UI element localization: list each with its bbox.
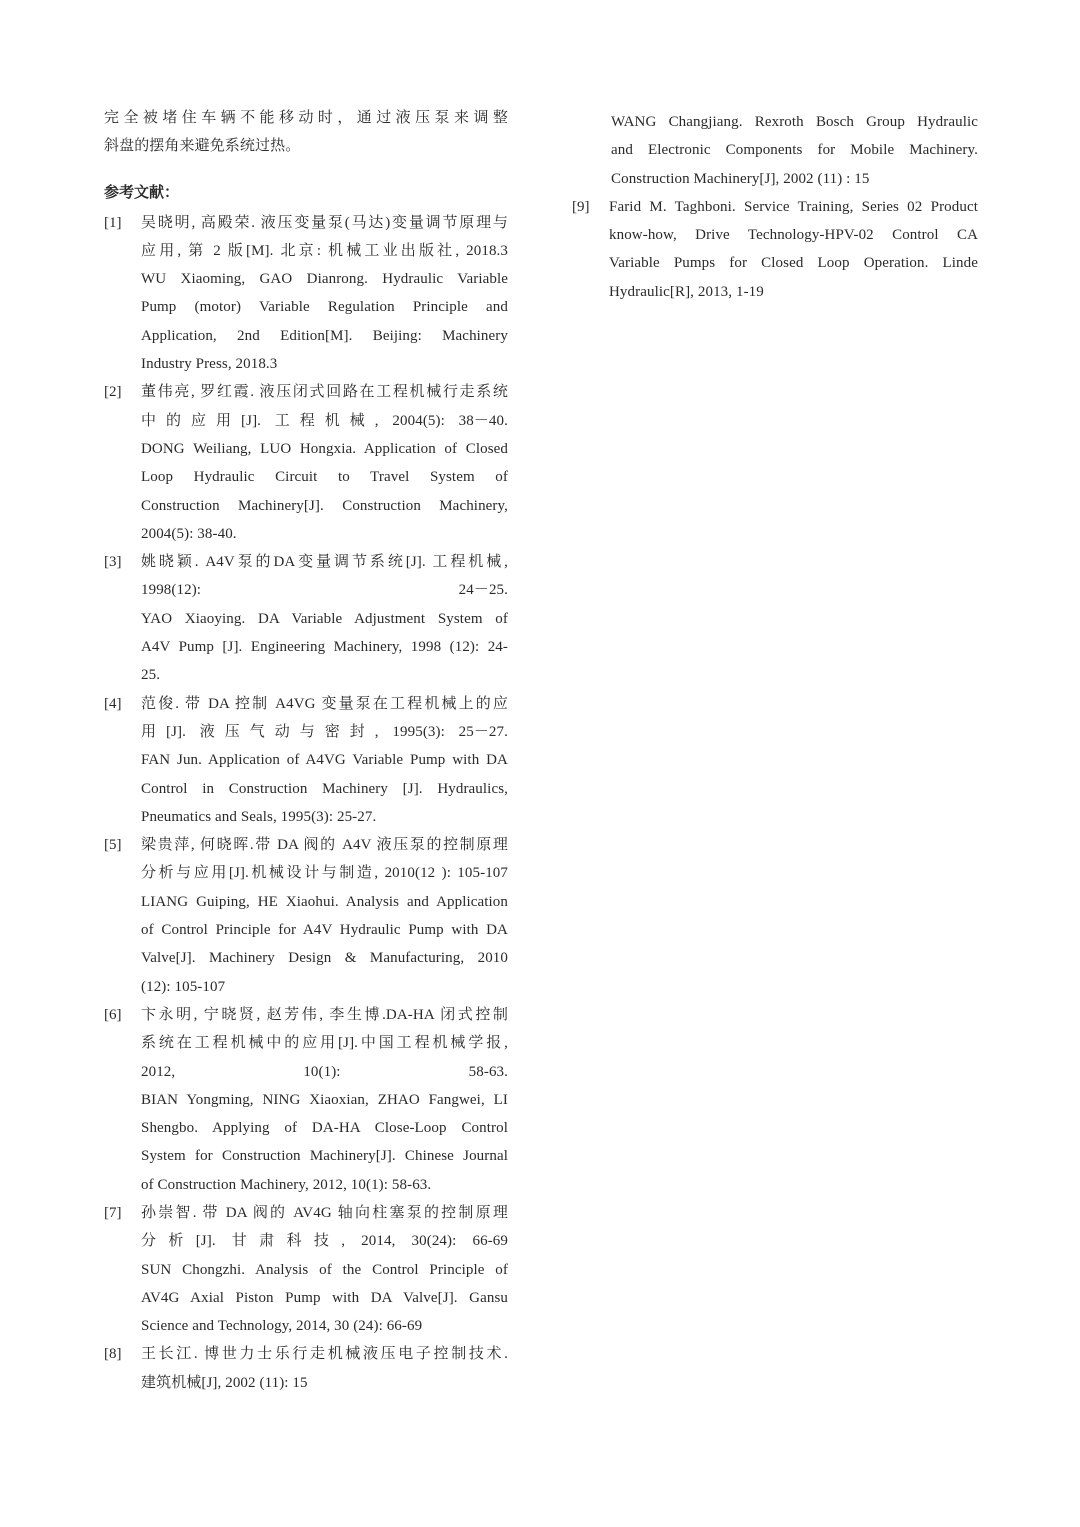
intro-line: 完全被堵住车辆不能移动时，通过液压泵来调整 <box>104 110 508 126</box>
reference-line: Pneumatics and Seals, 1995(3): 25-27. <box>141 808 377 825</box>
reference-item <box>572 193 978 306</box>
reference-line: AV4G Axial Piston Pump with DA Valve[J]. Gansu <box>141 1289 508 1306</box>
reference-number: [9] <box>572 198 590 215</box>
reference-line: SUN Chongzhi. Analysis of the Control Principle of <box>141 1261 508 1278</box>
reference-line: 用[J]. 液压气动与密封, 1995(3): 25－27. <box>141 723 508 740</box>
reference-item <box>104 690 508 831</box>
reference-line: Valve[J]. Machinery Design & Manufacturing, 2010 <box>141 950 508 967</box>
reference-line: 应用, 第 2 版[M]. 北京: 机械工业出版社, 2018.3 <box>141 242 508 259</box>
references-heading: 参考文献： <box>104 184 180 201</box>
reference-line: WU Xiaoming, GAO Dianrong. Hydraulic Variable <box>141 271 508 288</box>
reference-line: 孙崇智. 带 DA 阀的 AV4G 轴向柱塞泵的控制原理 <box>141 1204 508 1221</box>
reference-line: 姚晓颖. A4V泵的DA变量调节系统[J]. 工程机械, <box>141 554 508 571</box>
reference-line: Construction Machinery[J]. Construction Machinery, <box>141 497 508 514</box>
reference-line: Farid M. Taghboni. Service Training, Series 02 Product <box>609 198 978 215</box>
reference-line: LIANG Guiping, HE Xiaohui. Analysis and Application <box>141 893 508 910</box>
reference-list-continued <box>572 193 978 306</box>
reference-number: [8] <box>104 1346 122 1363</box>
reference-list <box>104 209 508 1397</box>
reference-line: 建筑机械[J], 2002 (11): 15 <box>141 1374 308 1391</box>
reference-line: 2004(5): 38-40. <box>141 525 237 542</box>
reference-line: Loop Hydraulic Circuit to Travel System of <box>141 469 508 486</box>
reference-line: of Control Principle for A4V Hydraulic Pump with DA <box>141 922 508 939</box>
reference-line: 25. <box>141 667 161 684</box>
reference-number: [1] <box>104 214 122 231</box>
reference-line: BIAN Yongming, NING Xiaoxian, ZHAO Fangwei, LI <box>141 1091 508 1108</box>
reference-line: (12): 105-107 <box>141 978 226 995</box>
reference-line: YAO Xiaoying. DA Variable Adjustment System of <box>141 610 508 627</box>
reference-line: DONG Weiliang, LUO Hongxia. Application of Closed <box>141 440 508 457</box>
intro-paragraph <box>104 104 508 161</box>
intro-line: 斜盘的摆角来避免系统过热。 <box>104 138 301 155</box>
reference-line: Science and Technology, 2014, 30 (24): 66-69 <box>141 1318 423 1335</box>
reference-line: 2012, 10(1): 58-63. <box>141 1063 508 1080</box>
reference-line: and Electronic Components for Mobile Machinery. <box>611 142 978 159</box>
reference-line: FAN Jun. Application of A4VG Variable Pump with DA <box>141 752 508 769</box>
reference-number: [5] <box>104 837 122 854</box>
reference-item <box>104 548 508 689</box>
reference-line: 分析与应用[J].机械设计与制造, 2010(12 ): 105-107 <box>141 865 508 882</box>
reference-line: 梁贵萍, 何晓晖.带 DA 阀的 A4V 液压泵的控制原理 <box>141 837 508 854</box>
reference-line: System for Construction Machinery[J]. Chinese Journal <box>141 1148 508 1165</box>
reference-line: 王长江. 博世力士乐行走机械液压电子控制技术. <box>141 1346 508 1363</box>
reference-line: Pump (motor) Variable Regulation Principle and <box>141 299 508 316</box>
reference-item <box>104 1340 508 1397</box>
reference-line: Variable Pumps for Closed Loop Operation. Linde <box>609 255 978 272</box>
reference-line: 范俊. 带 DA 控制 A4VG 变量泵在工程机械上的应 <box>141 695 508 712</box>
reference-line: 1998(12): 24－25. <box>141 582 508 599</box>
reference-line: 中的应用[J]. 工程机械, 2004(5): 38－40. <box>141 412 508 429</box>
reference-number: [3] <box>104 554 122 571</box>
reference-number: [2] <box>104 384 122 401</box>
reference-line: 董伟亮, 罗红霞. 液压闭式回路在工程机械行走系统 <box>141 384 508 401</box>
reference-line: know-how, Drive Technology-HPV-02 Control CA <box>609 227 978 244</box>
reference-item <box>104 1001 508 1199</box>
reference-line: 卞永明, 宁晓贤, 赵芳伟, 李生博.DA-HA 闭式控制 <box>141 1006 508 1023</box>
reference-item <box>104 209 508 379</box>
reference-line: A4V Pump [J]. Engineering Machinery, 1998 (12): 24- <box>141 639 508 656</box>
reference-line: 吴晓明, 高殿荣. 液压变量泵(马达)变量调节原理与 <box>141 214 508 231</box>
reference-item <box>104 1199 508 1340</box>
reference-line: WANG Changjiang. Rexroth Bosch Group Hydraulic <box>611 114 978 130</box>
reference-item <box>104 831 508 1001</box>
reference-number: [6] <box>104 1006 122 1023</box>
reference-line: Industry Press, 2018.3 <box>141 356 278 373</box>
reference-line: of Construction Machinery, 2012, 10(1): 58-63. <box>141 1176 432 1193</box>
reference-line: 系统在工程机械中的应用[J].中国工程机械学报, <box>141 1035 508 1052</box>
reference-line: Shengbo. Applying of DA-HA Close-Loop Control <box>141 1120 508 1137</box>
reference-line: 分析[J]. 甘肃科技, 2014, 30(24): 66-69 <box>141 1233 508 1250</box>
reference-continuation <box>572 108 978 193</box>
reference-line: Construction Machinery[J], 2002 (11) : 15 <box>611 170 870 187</box>
right-column <box>572 108 978 306</box>
reference-line: Hydraulic[R], 2013, 1-19 <box>609 283 764 300</box>
reference-number: [7] <box>104 1204 122 1221</box>
reference-number: [4] <box>104 695 122 712</box>
reference-item <box>104 378 508 548</box>
reference-line: Control in Construction Machinery [J]. Hydraulics, <box>141 780 508 797</box>
reference-line: Application, 2nd Edition[M]. Beijing: Machinery <box>141 327 508 344</box>
left-column <box>104 104 508 1397</box>
